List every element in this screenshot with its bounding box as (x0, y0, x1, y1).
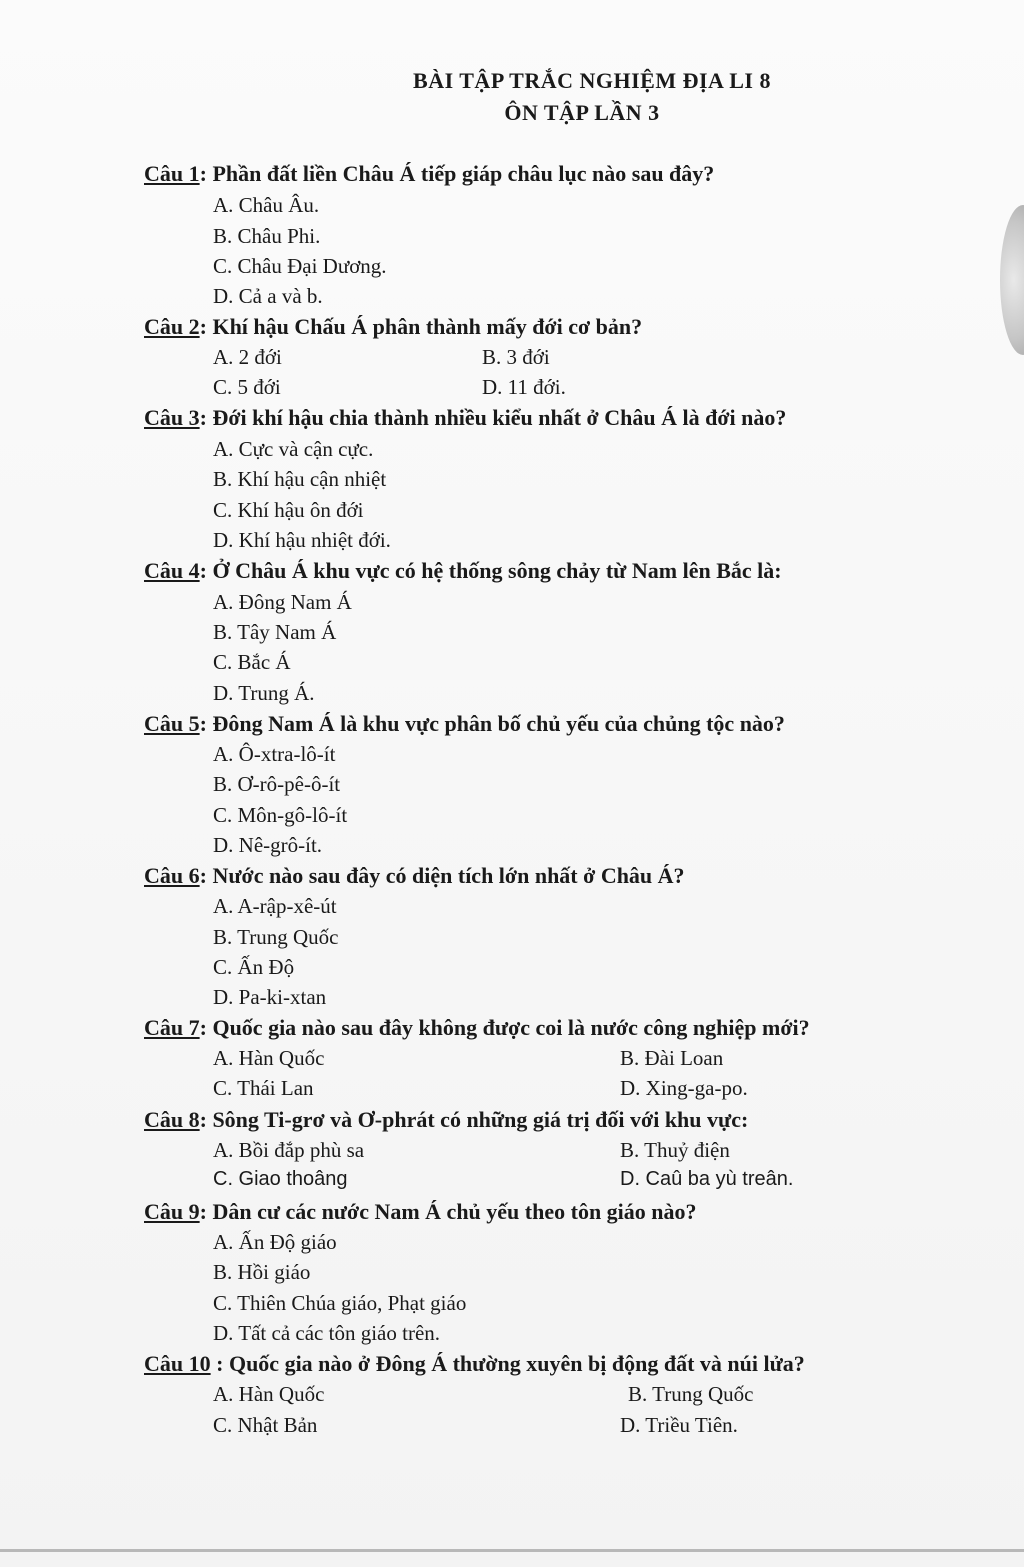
option-5c: C. Môn-gô-lô-ít (213, 803, 348, 827)
option-2c: C. 5 đới (213, 375, 281, 399)
question-text: : Ở Châu Á khu vực có hệ thống sông chảy từ Nam lên Bắc là: (199, 558, 782, 583)
option-9d: D. Tất cả các tôn giáo trên. (213, 1321, 441, 1345)
question-text: : Phần đất liền Châu Á tiếp giáp châu lục nào sau đây? (199, 161, 715, 186)
question-number: Câu 3 (144, 405, 200, 430)
option-3a: A. Cực và cận cực. (213, 437, 374, 461)
question-number: Câu 9 (144, 1199, 200, 1224)
question-number: Câu 6 (144, 863, 200, 888)
option-8a: A. Bồi đắp phù sa (213, 1138, 365, 1162)
option-6a: A. A-rập-xê-út (213, 894, 337, 918)
question-number: Câu 10 (144, 1351, 211, 1376)
page-bottom-divider (0, 1549, 1024, 1552)
worksheet-title: BÀI TẬP TRẮC NGHIỆM ĐỊA LI 8 (413, 68, 771, 93)
worksheet-subtitle: ÔN TẬP LẦN 3 (504, 100, 660, 125)
option-2d: D. 11 đới. (482, 375, 566, 399)
option-9b: B. Hồi giáo (213, 1260, 311, 1284)
question-4 (144, 558, 782, 584)
option-4d: D. Trung Á. (213, 681, 315, 705)
option-7d: D. Xing-ga-po. (620, 1076, 748, 1100)
question-2 (144, 314, 642, 340)
option-7c: C. Thái Lan (213, 1076, 314, 1100)
option-4a: A. Đông Nam Á (213, 590, 352, 614)
option-10d: D. Triều Tiên. (620, 1413, 738, 1437)
option-10a: A. Hàn Quốc (213, 1382, 325, 1406)
option-10c: C. Nhật Bản (213, 1413, 318, 1437)
option-2b: B. 3 đới (482, 345, 550, 369)
question-text: : Đới khí hậu chia thành nhiều kiểu nhất ở Châu Á là đới nào? (199, 405, 787, 430)
option-1a: A. Châu Âu. (213, 193, 320, 217)
option-3c: C. Khí hậu ôn đới (213, 498, 364, 522)
question-9 (144, 1199, 697, 1225)
option-9a: A. Ấn Độ giáo (213, 1230, 337, 1254)
option-6b: B. Trung Quốc (213, 925, 339, 949)
option-1b: B. Châu Phi. (213, 224, 321, 248)
option-3b: B. Khí hậu cận nhiệt (213, 467, 387, 491)
question-text: : Khí hậu Chấu Á phân thành mấy đới cơ bản? (199, 314, 643, 339)
question-number: Câu 7 (144, 1015, 200, 1040)
question-number: Câu 5 (144, 711, 200, 736)
option-10b: B. Trung Quốc (628, 1382, 754, 1406)
question-text: : Quốc gia nào ở Đông Á thường xuyên bị động đất và núi lửa? (210, 1351, 805, 1376)
question-text: : Sông Ti-grơ và Ơ-phrát có những giá trị đối với khu vực: (199, 1107, 749, 1132)
option-5b: B. Ơ-rô-pê-ô-ít (213, 772, 341, 796)
question-number: Câu 4 (144, 558, 200, 583)
option-8d: D. Caû ba yù treân. (620, 1168, 794, 1190)
option-4b: B. Tây Nam Á (213, 620, 337, 644)
option-7b: B. Đài Loan (620, 1046, 724, 1070)
option-8c: C. Giao thoâng (213, 1168, 348, 1190)
question-8 (144, 1107, 748, 1133)
option-7a: A. Hàn Quốc (213, 1046, 325, 1070)
question-5 (144, 711, 785, 737)
question-text: : Dân cư các nước Nam Á chủ yếu theo tôn giáo nào? (199, 1199, 697, 1224)
question-10 (144, 1351, 805, 1377)
question-1 (144, 161, 714, 187)
question-3 (144, 405, 786, 431)
question-text: : Nước nào sau đây có diện tích lớn nhất ở Châu Á? (199, 863, 685, 888)
option-5d: D. Nê-grô-ít. (213, 833, 323, 857)
question-text: : Quốc gia nào sau đây không được coi là nước công nghiệp mới? (199, 1015, 810, 1040)
question-number: Câu 8 (144, 1107, 200, 1132)
option-6d: D. Pa-ki-xtan (213, 985, 327, 1009)
question-6 (144, 863, 685, 889)
option-5a: A. Ô-xtra-lô-ít (213, 742, 336, 766)
option-4c: C. Bắc Á (213, 650, 291, 674)
question-number: Câu 1 (144, 161, 200, 186)
option-1d: D. Cả a và b. (213, 284, 323, 308)
question-7 (144, 1015, 810, 1041)
page-curl-shadow (1000, 205, 1024, 355)
question-number: Câu 2 (144, 314, 200, 339)
question-text: : Đông Nam Á là khu vực phân bố chủ yếu của chủng tộc nào? (199, 711, 785, 736)
option-9c: C. Thiên Chúa giáo, Phạt giáo (213, 1291, 467, 1315)
option-3d: D. Khí hậu nhiệt đới. (213, 528, 391, 552)
option-8b: B. Thuỷ điện (620, 1138, 730, 1162)
option-1c: C. Châu Đại Dương. (213, 254, 387, 278)
option-6c: C. Ấn Độ (213, 955, 295, 979)
option-2a: A. 2 đới (213, 345, 282, 369)
